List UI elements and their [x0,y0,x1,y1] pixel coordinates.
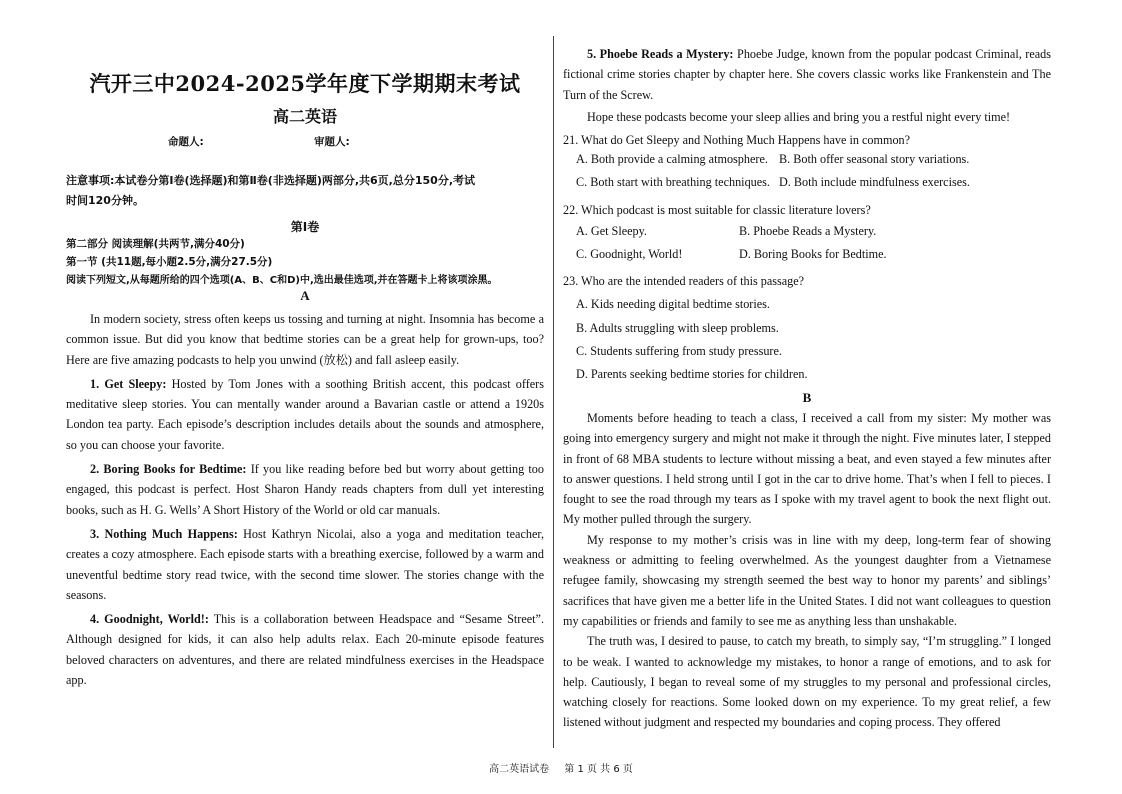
podcast-5-title: 5. Phoebe Reads a Mystery: [587,47,734,61]
section-sec1: 第一节 (共11题,每小题2.5分,满分27.5分) [66,256,273,268]
question-22-stem: 22. Which podcast is most suitable for classic literature lovers? [563,203,871,217]
q22-option-a[interactable]: A. Get Sleepy. [576,224,647,239]
page-footer [0,760,1122,775]
exam-title: 汽开三中2024-2025学年度下学期期末考试 [89,71,521,96]
setter-label: 命题人: [168,136,204,148]
exam-subject: 高二英语 [272,107,337,126]
passage-b-para-2: My response to my mother’s crisis was in line with my deep, long-term fear of showing weakness or admitting to feeling overwhelmed. As the youngest daughter from a Vietnamese refugee family, showcasing my strength seemed the best way to honor my parents’ and siblings’ sacrifices that have given me a better life in the United States. I did not want colleagues to question my capabilities or friends and family to see me as anything less than unshakable. [563,532,1051,628]
section-instruction: 阅读下列短文,从每题所给的四个选项(A、B、C和D)中,选出最佳选项,并在答题卡上将该项涂黑。 [66,275,498,286]
podcast-5-desc: Phoebe Judge, known from the popular podcast Criminal, reads fictional crime stories chapter by chapter here. She covers classic works like Frankenstein and The Turn of the Screw. [563,47,1051,102]
passage-a-intro: In modern society, stress often keeps us tossing and turning at night. Insomnia has become a common issue. But did you know that bedtime stories can be a great help for grown-ups, too? Here are five amazing podcasts to help you unwind (放松) and fall asleep easily. [66,312,544,367]
question-22 [563,200,1051,266]
q21-option-b[interactable]: B. Both offer seasonal story variations. [779,152,970,167]
passage-a-body [66,309,544,690]
passage-b-body [563,408,1051,733]
passage-b-para-1: Moments before heading to teach a class, I received a call from my sister: My mother was going into emergency surgery and might not make it through the night. Five minutes later, I stepped in front of 68 MBA students to lecture without missing a beat, and even stayed a few minutes after to answer questions. I held strong until I got in the car to drive home. That’s when I fell to pieces. I fought to see the road through my tears as I spoke with my travel agent to book the next flight out. My mother pulled through the surgery. [563,411,1051,527]
passage-b-letter: B [802,390,812,405]
podcast-4 [66,609,544,690]
podcast-3-desc: Host Kathryn Nicolai, also a yoga and meditation teacher, creates a cozy atmosphere. Each episode starts with a breathing exercise, followed by a warm and uneventful bedtime story read twice, with the second time slower. The stories change with the seasons. [66,526,545,602]
passage-b-para-3: The truth was, I desired to pause, to catch my breath, to simply say, “I’m struggling.” I longed to be weak. I wanted to acknowledge my mistakes, to honor a range of emotions, and to ask for help. Cautiously, I began to reveal some of my struggles to my personal and professional circles, watching closely for reactions. Some looked down on my experience. To my great relief, a few listened without judgment and respected my boundaries and coping process. They offered [563,634,1051,730]
part-title: 第Ⅰ卷 [290,220,320,234]
podcast-1-title: 1. Get Sleepy: [90,376,167,391]
q22-option-b[interactable]: B. Phoebe Reads a Mystery. [739,224,877,239]
notice-block [66,171,544,211]
podcast-4-desc: This is a collaboration between Headspace and “Sesame Street”. Although designed for kids, it can also help adults relax. Each 20-minute episode features beloved characters on adventures, and there are related mindfulness exercises in the Headspace app. [66,612,544,688]
podcast-5 [563,44,1051,105]
q23-option-d[interactable]: D. Parents seeking bedtime stories for children. [576,367,808,382]
question-21 [563,130,1051,196]
question-23 [563,271,1051,384]
passage-a-continued [563,44,1051,127]
notice-line-2: 时间120分钟。 [66,194,144,207]
podcast-2-title: 2. Boring Books for Bedtime: [90,462,247,477]
footer-subject: 高二英语试卷 [489,764,550,775]
passage-a-closing: Hope these podcasts become your sleep allies and bring you a restful night every time! [587,109,1011,124]
question-23-stem: 23. Who are the intended readers of this passage? [563,274,805,288]
reviewer-label: 审题人: [314,136,350,148]
column-divider [553,36,554,748]
q21-option-d[interactable]: D. Both include mindfulness exercises. [779,175,970,190]
podcast-1-desc: Hosted by Tom Jones with a soothing British accent, this podcast offers meditative sleep stories. You can mentally wander around a Bavarian castle or attend a 1920s London tea party. Each episode’s description includes details about the sounds and atmosphere, so you can choose your favorite. [66,376,544,452]
q23-option-b[interactable]: B. Adults struggling with sleep problems. [576,320,779,335]
podcast-3-title: 3. Nothing Much Happens: [90,526,238,541]
q21-option-c[interactable]: C. Both start with breathing techniques. [576,175,770,190]
podcast-1 [66,374,544,455]
podcast-2-desc: If you like reading before bed but worry about getting too engaged, this podcast is perfect. Host Sharon Handy reads chapters from dull yet interesting books, such as H. G. Wells’ A Short History of the World or old car manuals. [66,462,544,517]
q22-option-c[interactable]: C. Goodnight, World! [576,247,683,262]
notice-line-1: 注意事项:本试卷分第Ⅰ卷(选择题)和第Ⅱ卷(非选择题)两部分,共6页,总分150分,考试 [66,174,475,187]
q23-option-c[interactable]: C. Students suffering from study pressure. [576,343,782,358]
podcast-3 [66,524,544,605]
footer-page-number: 第 1 页 共 6 页 [564,764,633,775]
q21-option-a[interactable]: A. Both provide a calming atmosphere. [576,152,768,167]
q23-option-a[interactable]: A. Kids needing digital bedtime stories. [576,297,770,312]
passage-a-letter: A [300,288,310,303]
q22-option-d[interactable]: D. Boring Books for Bedtime. [739,247,887,262]
question-21-stem: 21. What do Get Sleepy and Nothing Much Happens have in common? [563,133,911,147]
section-part2: 第二部分 阅读理解(共两节,满分40分) [66,238,245,250]
podcast-2 [66,459,544,520]
podcast-4-title: 4. Goodnight, World!: [90,612,209,627]
